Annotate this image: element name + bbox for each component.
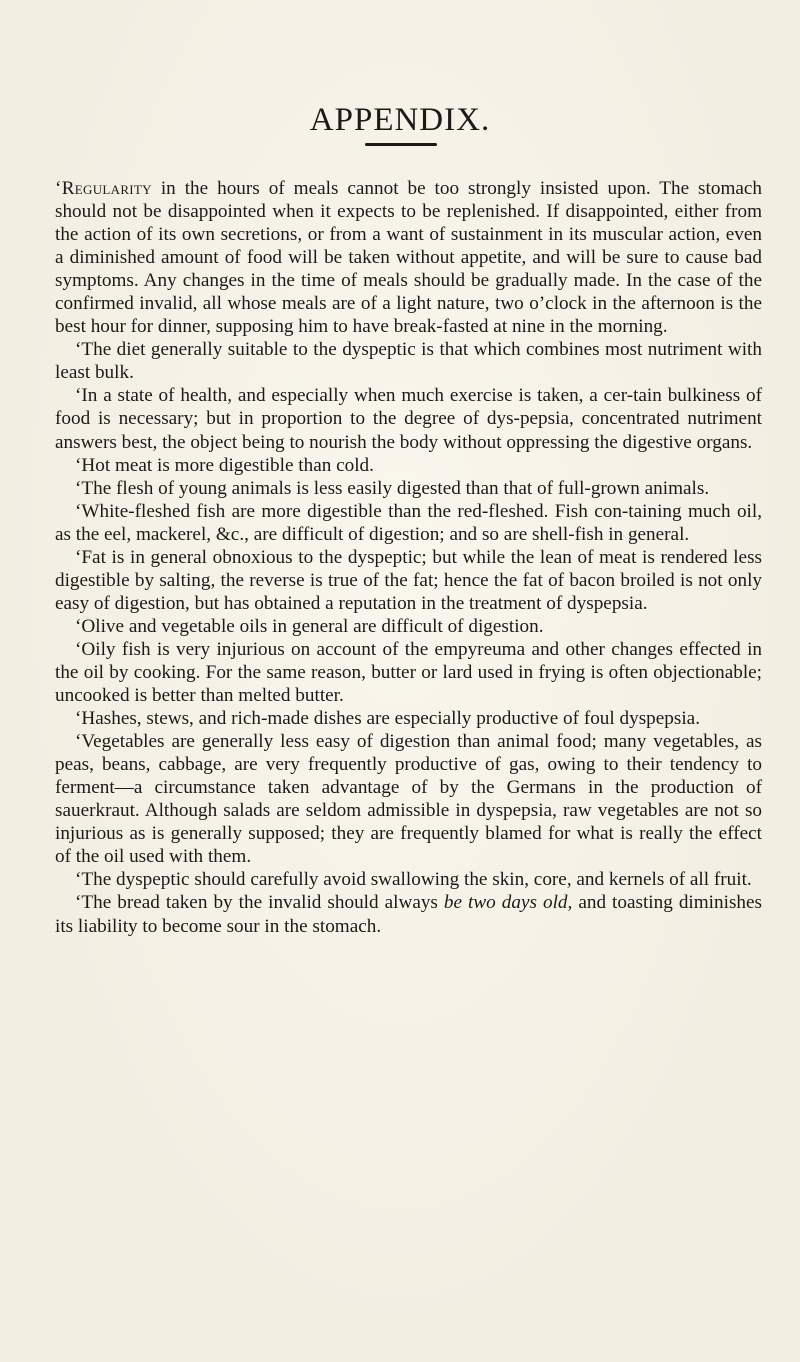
paragraph-regularity: ‘Regularity in the hours of meals cannot be too strongly insisted upon. The stomach should not be disappointed when it expects to be replenished. If disappointed, either from the action of its own secretions, or from a want of sustainment in its muscular action, even a diminished amount of food will be taken without appetite, and will be sure to cause bad symptoms. Any changes in the time of meals should be gradually made. In the case of the confirmed invalid, all whose meals are of a light nature, two o’clock in the afternoon is the best hour for dinner, supposing him to have break-fasted at nine in the morning. bbox=[55, 178, 762, 338]
page-heading: APPENDIX. bbox=[309, 102, 491, 139]
paragraph-health: ‘In a state of health, and especially when much exercise is taken, a cer-tain bulkiness of food is necessary; but in proportion to the degree of dys-pepsia, concentrated nutriment answers best, the object being to nourish the body without oppressing the digestive organs. bbox=[55, 385, 762, 453]
paragraph-lead-word: ‘Regularity bbox=[55, 178, 152, 199]
paragraph-olive-oil: ‘Olive and vegetable oils in general are difficult of digestion. bbox=[75, 615, 544, 637]
paragraph-hashes: ‘Hashes, stews, and rich-made dishes are especially productive of foul dyspepsia. bbox=[75, 708, 700, 730]
paragraph-hot-meat: ‘Hot meat is more digestible than cold. bbox=[75, 454, 374, 476]
paragraph-fruit: ‘The dyspeptic should carefully avoid swallowing the skin, core, and kernels of all fruit. bbox=[75, 869, 752, 891]
italic-phrase: be two days old, bbox=[443, 892, 573, 914]
paragraph-vegetables: ‘Vegetables are generally less easy of digestion than animal food; many vegetables, as peas, beans, cabbage, are very frequently productive of gas, owing to their tendency to ferment—a circumstance taken advantage of by the Germans in the production of sauerkraut. Although salads are seldom admissible in dyspepsia, raw vegetables are not so injurious as is generally supposed; they are frequently blamed for what is really the effect of the oil used with them. bbox=[55, 731, 762, 868]
paragraph-young-animals: ‘The flesh of young animals is less easily digested than that of full-grown animals. bbox=[75, 477, 710, 499]
paragraph-fish: ‘White-fleshed fish are more digestible than the red-fleshed. Fish con-taining much oil, as the eel, mackerel, &c., are difficult of digestion; and so are shell-fish in general. bbox=[55, 500, 762, 545]
paragraph-oily-fish: ‘Oily fish is very injurious on account of the empyreuma and other changes effected in the oil by cooking. For the same reason, butter or lard used in frying is often objectionable; uncooked is better than melted butter. bbox=[55, 638, 762, 707]
paragraph-fat: ‘Fat is in general obnoxious to the dyspeptic; but while the lean of meat is rendered less digestible by salting, the reverse is true of the fat; hence the fat of bacon broiled is not only easy of digestion, but has obtained a reputation in the treatment of dyspepsia. bbox=[55, 546, 762, 614]
paragraph-diet: ‘The diet generally suitable to the dyspeptic is that which combines most nutriment with least bulk. bbox=[55, 339, 762, 384]
heading-rule bbox=[365, 143, 437, 146]
body-text bbox=[55, 177, 762, 938]
paragraph-bread: ‘The bread taken by the invalid should always be two days old, and toasting diminishes its liability to become sour in the stomach. bbox=[55, 892, 762, 937]
